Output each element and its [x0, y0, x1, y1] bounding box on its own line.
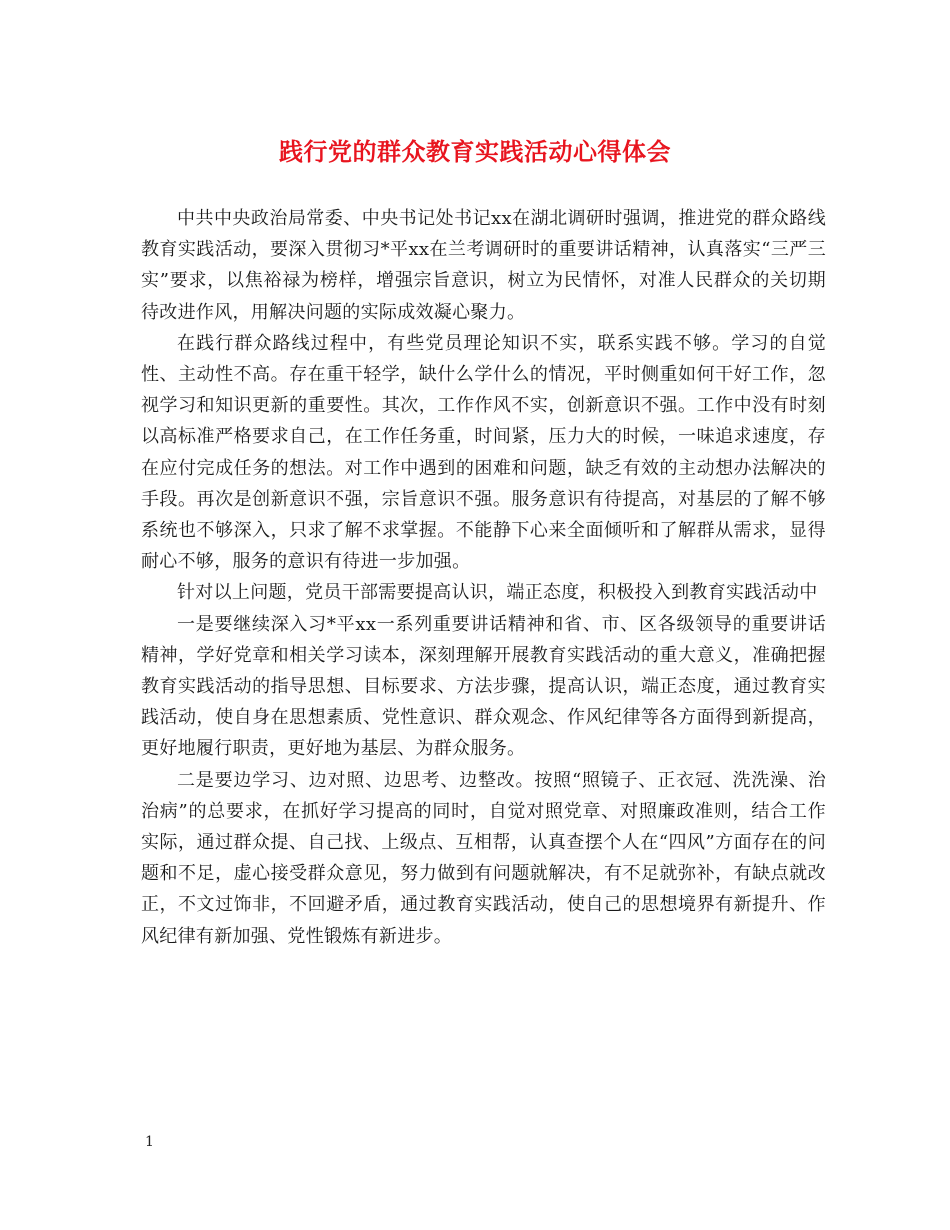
paragraph-2: 在践行群众路线过程中，有些党员理论知识不实，联系实践不够。学习的自觉性、主动性不高。存在重干轻学，缺什么学什么的情况，平时侧重如何干好工作，忽视学习和知识更新的重要性。其次，工作作风不实，创新意识不强。工作中没有时刻以高标准严格要求自己，在工作任务重，时间紧，压力大的时候，一味追求速度，存在应付完成任务的想法。对工作中遇到的困难和问题，缺乏有效的主动想办法解决的手段。再次是创新意识不强，宗旨意识不强。服务意识有待提高，对基层的了解不够系统也不够深入，只求了解不求掌握。不能静下心来全面倾听和了解群从需求，显得耐心不够，服务的意识有待进一步加强。	[141, 332, 826, 573]
page-number: 1	[145, 1134, 154, 1150]
document-body	[141, 203, 826, 952]
paragraph-4: 一是要继续深入习*平xx一系列重要讲话精神和省、市、区各级领导的重要讲话精神，学好党章和相关学习读本，深刻理解开展教育实践活动的重大意义，准确把握教育实践活动的指导思想、目标要求、方法步骤，提高认识，端正态度，通过教育实践活动，使自身在思想素质、党性意识、群众观念、作风纪律等各方面得到新提高，更好地履行职责，更好地为基层、为群众服务。	[141, 613, 826, 760]
document-title: 践行党的群众教育实践活动心得体会	[279, 137, 671, 166]
paragraph-3: 针对以上问题，党员干部需要提高认识，端正态度，积极投入到教育实践活动中	[177, 582, 818, 604]
paragraph-5: 二是要边学习、边对照、边思考、边整改。按照“照镜子、正衣冠、洗洗澡、治治病”的总要求，在抓好学习提高的同时，自觉对照党章、对照廉政准则，结合工作实际，通过群众提、自己找、上级点、互相帮，认真查摆个人在“四风”方面存在的问题和不足，虚心接受群众意见，努力做到有问题就解决，有不足就弥补，有缺点就改正，不文过饰非，不回避矛盾，通过教育实践活动，使自己的思想境界有新提升、作风纪律有新加强、党性锻炼有新进步。	[141, 769, 826, 947]
paragraph-1: 中共中央政治局常委、中央书记处书记xx在湖北调研时强调，推进党的群众路线教育实践活动，要深入贯彻习*平xx在兰考调研时的重要讲话精神，认真落实“三严三实”要求，以焦裕禄为榜样，增强宗旨意识，树立为民情怀，对准人民群众的关切期待改进作风，用解决问题的实际成效凝心聚力。	[141, 208, 826, 323]
